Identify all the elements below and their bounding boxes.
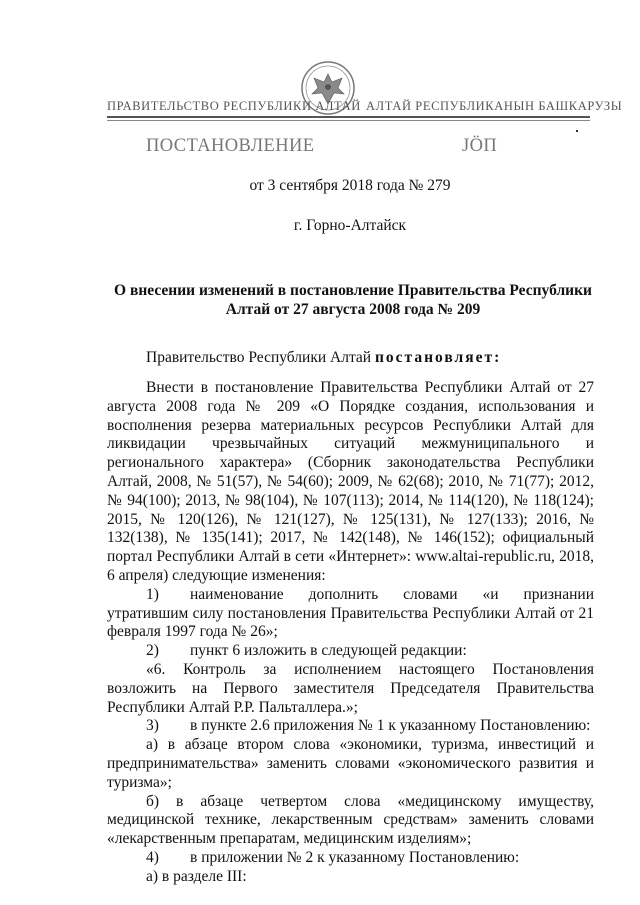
paragraph-main: Внести в постановление Правительства Республики Алтай от 27 августа 2008 года № 209 «О Порядке создания, использования и восполнения резерва материальных ресурсов Республики Алтай для ликвидации чрезвычайных ситуаций межмуниципального и регионального характера» (Сборник законодательства Республики Алтай, 2008, № 51(57), № 54(60); 2009, № 62(68); 2010, № 71(77); 2012, № 94(100); 2013, № 98(104), № 107(113); 2014, № 114(120), № 118(124); 2015, № 120(126), № 121(127), № 125(131), № 127(133); 2016, № 132(138), № 135(141); 2017, № 142(148), № 146(152); официальный портал Республики Алтай в сети «Интернет»: www.altai-republic.ru, 2018, 6 апреля) следующие изменения: <box>107 379 594 584</box>
sub-item: а) в абзаце втором слова «экономики, туризма, инвестиций и предпринимательства» заменить словами «экономического развития и туризма»; <box>107 736 594 791</box>
item-number: 2) <box>146 642 159 660</box>
doc-type-altai: ЈӦП <box>462 136 498 156</box>
letterhead <box>0 97 640 117</box>
item-number: 3) <box>146 717 159 735</box>
item-text: в пункте 2.6 приложения № 1 к указанному Постановлению: <box>190 717 591 735</box>
item-number: 1) <box>146 585 159 603</box>
document-title <box>107 281 599 319</box>
preamble-verb: постановляет: <box>374 349 502 366</box>
item-text: пункт 6 изложить в следующей редакции: <box>190 642 467 660</box>
doc-type-ru: ПОСТАНОВЛЕНИЕ <box>146 136 315 156</box>
paragraph-quote: «6. Контроль за исполнением настоящего Постановления возложить на Первого заместителя Председателя Правительства Республики Алтай Р.Р. Пальталлера.»; <box>107 660 594 716</box>
document-city: г. Горно-Алтайск <box>293 217 407 234</box>
list-item <box>107 642 594 661</box>
sub-item: б) в абзаце четвертом слова «медицинскому имуществу, медицинской технике, лекарственным средствам» заменить словами «лекарственным препаратам, медицинским изделиям»; <box>107 792 594 848</box>
item-number: 4) <box>146 848 159 866</box>
sub-item: а) в разделе III: <box>146 867 247 885</box>
document-body <box>107 379 594 887</box>
list-item <box>107 586 594 642</box>
header-rule <box>107 116 590 118</box>
preamble <box>146 349 501 367</box>
title-line-1: О внесении изменений в постановление Правительства Республики <box>114 282 592 299</box>
preamble-lead: Правительство Республики Алтай <box>146 349 375 366</box>
document-date: от 3 сентября 2018 года № 279 <box>249 177 451 194</box>
org-name-altai: АЛТАЙ РЕСПУБЛИКАНЫН БАШКАРУЗЫ <box>366 99 623 113</box>
scan-mark <box>576 130 578 132</box>
org-name-ru: ПРАВИТЕЛЬСТВО РЕСПУБЛИКИ АЛТАЙ <box>107 99 361 113</box>
list-item <box>107 717 594 736</box>
item-text: в приложении № 2 к указанному Постановлению: <box>190 848 520 866</box>
header-rule-thin <box>107 120 590 121</box>
item-text: наименование дополнить словами «и признании утратившим силу постановления Правительства Республики Алтай от 21 февраля 1997 года № 26»; <box>107 585 594 641</box>
title-line-2: Алтай от 27 августа 2008 года № 209 <box>225 301 481 318</box>
list-item <box>107 849 594 868</box>
